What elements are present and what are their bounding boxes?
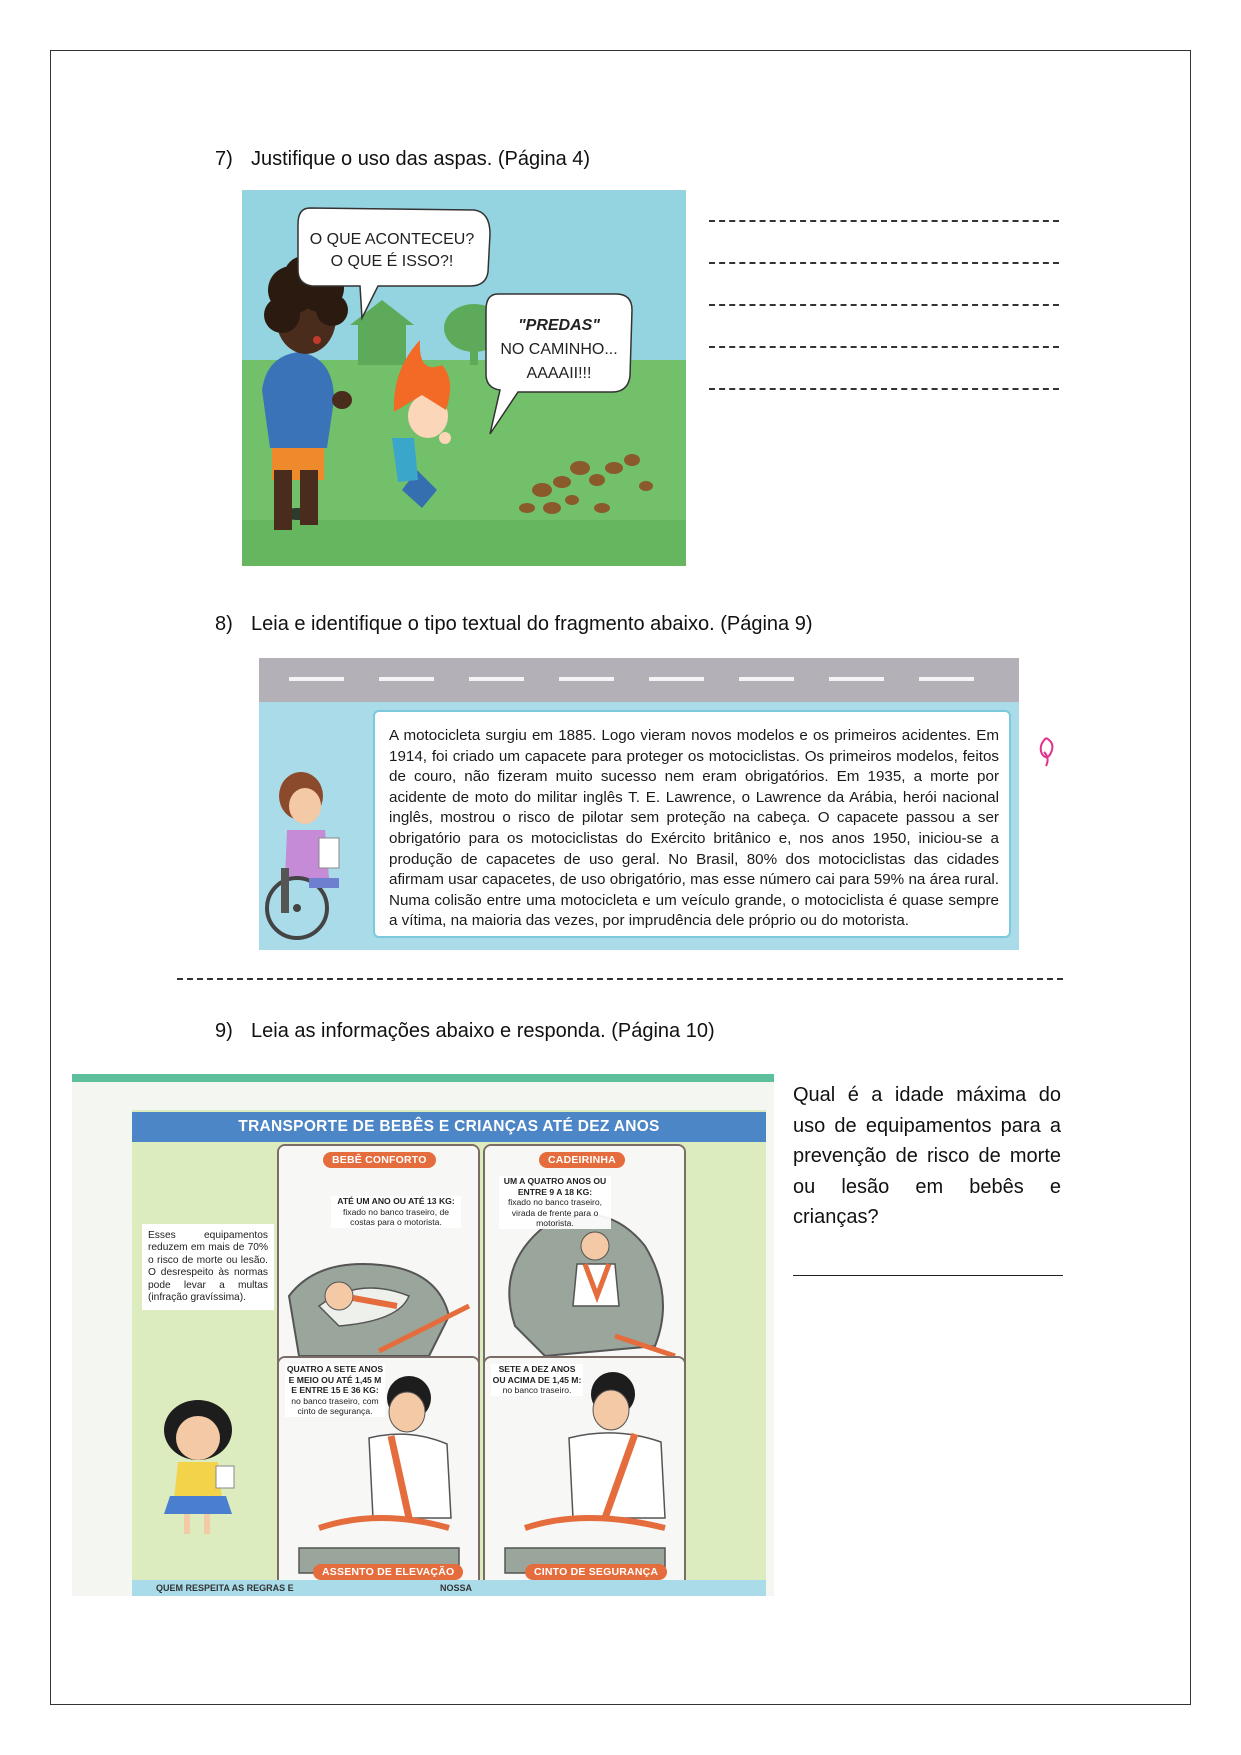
answer-line-3[interactable] <box>709 304 1059 306</box>
girl-illustration <box>144 1392 254 1542</box>
comic-panel <box>242 190 686 566</box>
panel-caption <box>331 1196 461 1228</box>
question-text: Leia e identifique o tipo textual do fragmento abaixo. (Página 9) <box>251 613 813 635</box>
panel-caption <box>499 1176 611 1229</box>
caption-bold: UM A QUATRO ANOS OU ENTRE 9 A 18 KG: <box>503 1176 607 1197</box>
caption-text: fixado no banco traseiro, virada de frente para o motorista. <box>507 1197 603 1228</box>
caption-bold: ATÉ UM ANO OU ATÉ 13 KG: <box>337 1196 455 1206</box>
girl-wheelchair-illustration <box>259 718 371 948</box>
panel-label: BEBÊ CONFORTO <box>323 1152 436 1168</box>
question-text: Leia as informações abaixo e responda. (Página 10) <box>251 1020 715 1042</box>
panel-cadeirinha <box>483 1144 686 1380</box>
question-number: 8) <box>215 613 233 635</box>
question-8-title <box>215 613 812 636</box>
panel-bebe-conforto <box>277 1144 480 1380</box>
infographic-panel <box>72 1074 774 1596</box>
question-7-title <box>215 148 590 171</box>
answer-line-q9[interactable] <box>793 1275 1063 1276</box>
teal-edge <box>72 1074 774 1082</box>
question-9-title <box>215 1020 715 1043</box>
fragment-text: A motocicleta surgiu em 1885. Logo vieram novos modelos e os primeiros acidentes. Em 1914, foi criado um capacete para proteger os motociclistas. Os primeiros modelos, feitos de couro, não fizeram muito sucesso nem eram obrigatórios. Em 1935, a morte por acidente de moto do militar inglês T. E. Lawrence, o Lawrence da Arábia, herói nacional inglês, mostrou o risco de pilotar sem proteção na cabeça. O capacete passou a ser obrigatório para os motociclistas do Exército britânico e, nos anos 1950, iniciou-se a produção de capacetes de uso geral. No Brasil, 80% dos motociclistas das cidades afirmam usar capacetes, de uso obrigatório, mas esse número cai para 59% na área rural. Numa colisão entre uma motocicleta e um veículo grande, o motociclista é quase sempre a vítima, na maioria das vezes, por imprudência dele próprio ou do motorista. <box>373 710 1011 938</box>
pink-scribble-icon <box>1034 736 1058 768</box>
fragment-panel <box>259 658 1019 950</box>
bottom-text-right: NOSSA <box>440 1583 473 1593</box>
road-strip <box>259 658 1019 702</box>
panel-cinto-seguranca <box>483 1356 686 1592</box>
answer-line-2[interactable] <box>709 262 1059 264</box>
bubble2-line2: NO CAMINHO... <box>500 341 618 358</box>
panel-assento-elevacao <box>277 1356 480 1592</box>
caption-bold: QUATRO A SETE ANOS E MEIO OU ATÉ 1,45 M E ENTRE 15 E 36 KG: <box>286 1364 384 1395</box>
infographic-banner: TRANSPORTE DE BEBÊS E CRIANÇAS ATÉ DEZ ANOS <box>132 1112 766 1142</box>
caption-bold: SETE A DEZ ANOS OU ACIMA DE 1,45 M: <box>492 1364 582 1385</box>
caption-text: no banco traseiro. <box>502 1385 572 1395</box>
question-9-prompt: Qual é a idade máxima do uso de equipamentos para a prevenção de risco de morte ou lesão em bebês e crianças? <box>793 1084 1061 1228</box>
panel-caption <box>491 1364 583 1396</box>
bubble2-line1: "PREDAS" <box>518 317 600 334</box>
infographic-side-text: Esses equipamentos reduzem em mais de 70% o risco de morte ou lesão. O desrespeito às normas pode levar a multas (infração gravíssima). <box>142 1224 274 1310</box>
bottom-text-left: QUEM RESPEITA AS REGRAS E <box>156 1583 294 1593</box>
caption-text: no banco traseiro, com cinto de segurança. <box>291 1395 379 1416</box>
answer-line-q8[interactable] <box>177 978 1063 980</box>
bubble1-line1: O QUE ACONTECEU? <box>309 231 475 248</box>
answer-line-4[interactable] <box>709 346 1059 348</box>
answer-line-1[interactable] <box>709 220 1059 222</box>
answer-line-5[interactable] <box>709 388 1059 390</box>
question-number: 7) <box>215 148 233 170</box>
question-number: 9) <box>215 1020 233 1042</box>
panel-caption <box>285 1364 385 1417</box>
bubble1-line2: O QUE É ISSO?! <box>330 253 454 270</box>
comic-illustration <box>242 190 686 566</box>
infant-seat-illustration <box>279 1146 478 1378</box>
bottom-strip <box>132 1580 766 1596</box>
panel-label: CINTO DE SEGURANÇA <box>525 1564 667 1580</box>
panel-label: ASSENTO DE ELEVAÇÃO <box>313 1564 463 1580</box>
caption-text: fixado no banco traseiro, de costas para o motorista. <box>342 1206 450 1227</box>
question-text: Justifique o uso das aspas. (Página 4) <box>251 148 591 170</box>
bubble2-line3: AAAAII!!! <box>526 365 592 382</box>
panel-label: CADEIRINHA <box>539 1152 625 1168</box>
